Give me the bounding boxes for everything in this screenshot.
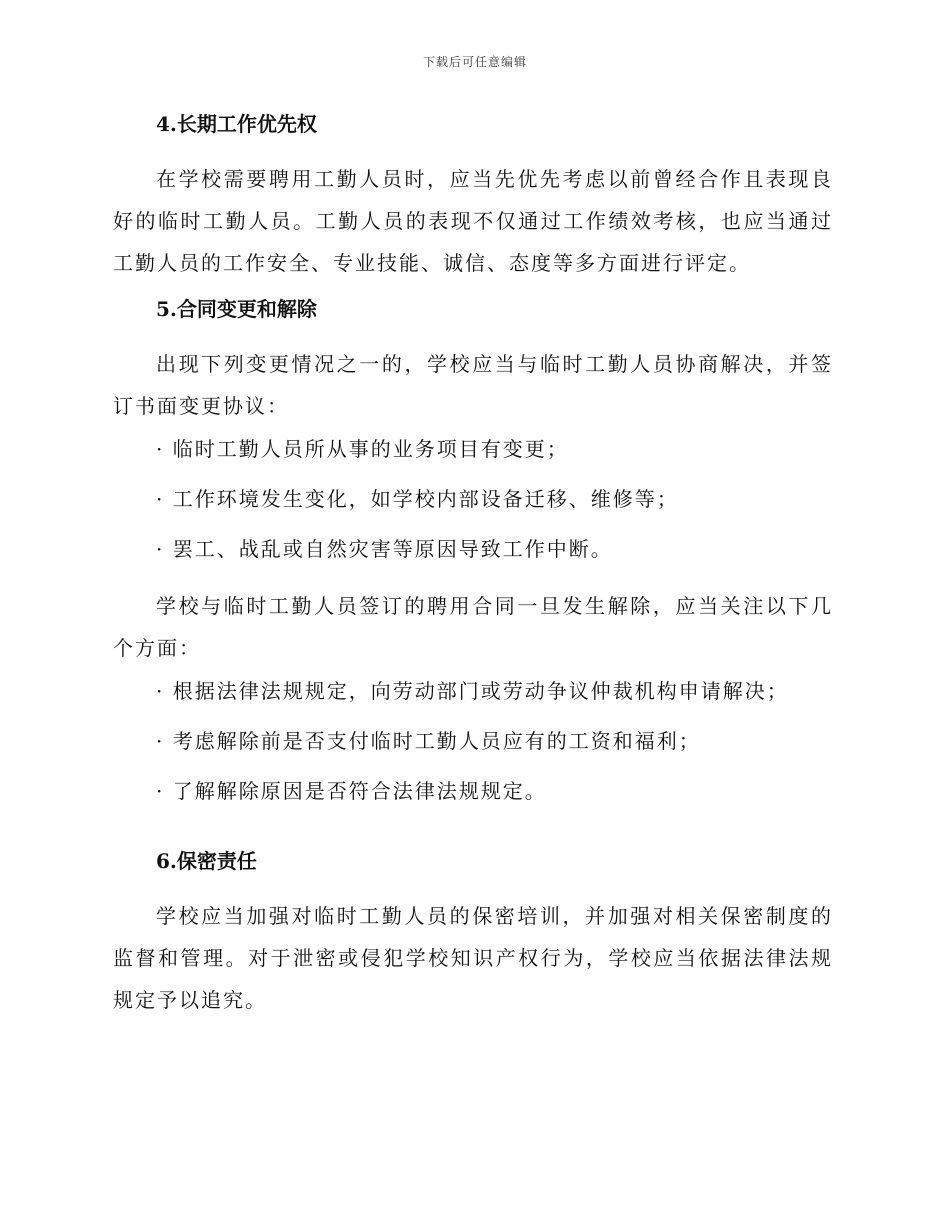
section-paragraph: 在学校需要聘用工勤人员时，应当先优先考虑以前曾经合作且表现良好的临时工勤人员。工勤人员的表现不仅通过工作绩效考核，也应当通过工勤人员的工作安全、专业技能、诚信、态度等多方面进行评定。 xyxy=(113,167,833,275)
list-item: · 临时工勤人员所从事的业务项目有变更； xyxy=(156,437,569,461)
section-paragraph: 学校与临时工勤人员签订的聘用合同一旦发生解除，应当关注以下几个方面： xyxy=(113,594,833,660)
section-heading: 6.保密责任 xyxy=(156,849,257,873)
list-item: · 工作环境发生变化，如学校内部设备迁移、维修等； xyxy=(156,487,679,511)
section-paragraph: 学校应当加强对临时工勤人员的保密培训，并加强对相关保密制度的监督和管理。对于泄密或侵犯学校知识产权行为，学校应当依据法律法规规定予以追究。 xyxy=(113,904,833,1012)
section-long-term-priority xyxy=(113,110,833,292)
page-header: 下载后可任意编辑 xyxy=(422,55,527,69)
list-item: · 罢工、战乱或自然灾害等原因导致工作中断。 xyxy=(156,537,613,561)
section-paragraph: 出现下列变更情况之一的，学校应当与临时工勤人员协商解决，并签订书面变更协议： xyxy=(113,352,833,418)
list-item: · 了解解除原因是否符合法律法规规定。 xyxy=(156,779,547,803)
section-heading: 5.合同变更和解除 xyxy=(156,297,317,321)
section-confidentiality xyxy=(113,847,833,1029)
section-contract-change xyxy=(113,295,833,827)
list-item: · 考虑解除前是否支付临时工勤人员应有的工资和福利； xyxy=(156,729,701,753)
section-heading: 4.长期工作优先权 xyxy=(156,112,317,136)
list-item: · 根据法律法规规定，向劳动部门或劳动争议仲裁机构申请解决； xyxy=(156,679,789,703)
